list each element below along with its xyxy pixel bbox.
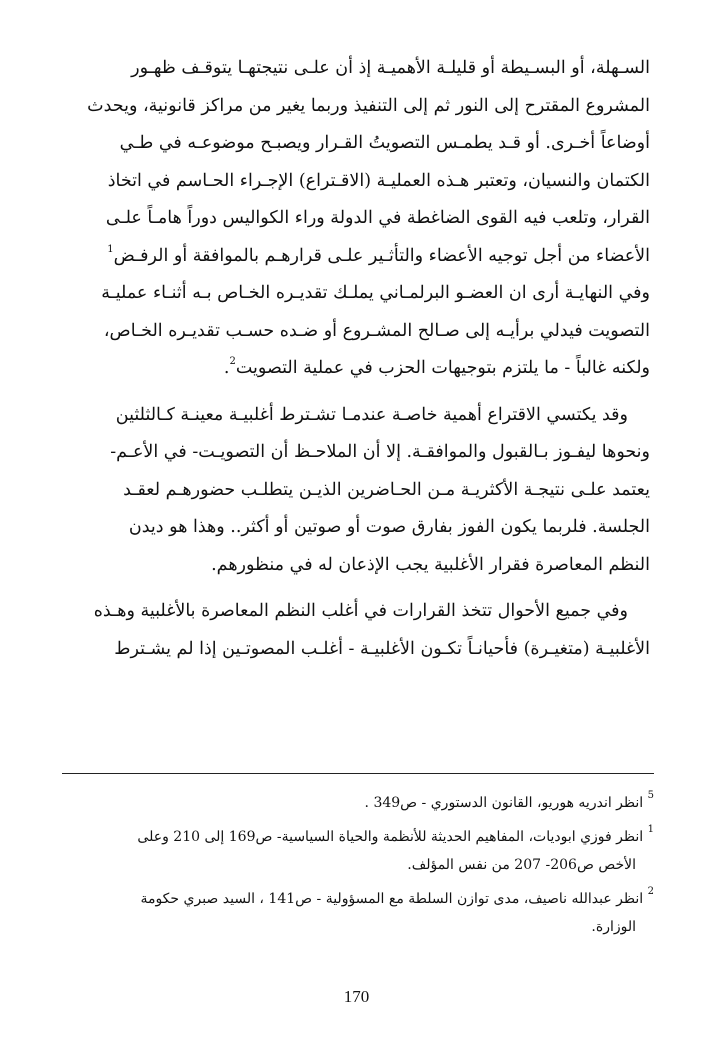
footnote-ref: 2 (229, 356, 236, 367)
footnotes (62, 789, 654, 941)
footnote-5 (62, 789, 654, 817)
paragraph-2 (58, 397, 650, 585)
text-line: أوضاعاً أخـرى. أو قـد يطمـس التصويتُ القـرار ويصبـح موضوعـه في طـي (119, 133, 650, 153)
line-text: ولكنه غالباً - ما يلتزم بتوجيهات الحزب في عملية التصويت (235, 358, 650, 378)
footnote-line: الوزارة. (591, 919, 636, 935)
text-line (58, 350, 650, 388)
main-text (58, 50, 650, 668)
text-line: ونحوها ليفـوز بـالقبول والموافقـة. إلا أن الملاحـظ أن التصويـت- في الأعـم- (110, 442, 650, 462)
footnote-2 (62, 885, 654, 941)
footnote-divider (62, 773, 654, 774)
text-line: الأغلبيـة (متغيـرة) فأحيانـاً تكـون الأغلبيـة - أغلـب المصوتـين إذا لم يشـترط (114, 638, 650, 659)
text-line: الكتمان والنسيان، وتعتبر هـذه العمليـة (الاقـتراع) الإجـراء الحـاسم في اتخاذ (107, 170, 650, 191)
text-line: وقد يكتسي الاقتراع أهمية خاصـة عندمـا تشـترط أغلبيـة معينـة كـالثلثين (115, 404, 628, 425)
text-line: وفي النهايـة أرى ان العضـو البرلمـاني يملـك تقديـره الخـاص بـه أثنـاء عمليـة (101, 283, 650, 303)
text-line: المشروع المقترح إلى النور ثم إلى التنفيذ وربما يغير من مراكز قانونية، ويحدث (87, 95, 650, 116)
paragraph-1 (58, 50, 650, 388)
footnote-marker: 2 (647, 886, 654, 897)
footnote-1 (62, 823, 654, 879)
footnote-text: انظر عبدالله ناصيف، مدى توازن السلطة مع المسؤولية - ص141 ، السيد صبري حكومة (140, 891, 644, 907)
text-line: يعتمد علـى نتيجـة الأكثريـة مـن الحـاضرين الذيـن يتطلـب حضورهـم لعقـد (123, 479, 650, 500)
footnote-text: انظر اندريه هوريو، القانون الدستوري - ص349 . (364, 795, 644, 811)
text-line: الجلسة. فلربما يكون الفوز بفارق صوت أو صوتين أو أكثر.. وهذا هو ديدن (128, 517, 650, 537)
footnote-line (62, 823, 654, 851)
line-tail: . (223, 358, 230, 378)
footnote-line (62, 789, 654, 817)
text-line (58, 238, 650, 276)
text-line: التصويت فيدلي برأيـه إلى صـالح المشـروع أو ضـده حسـب تقديـره الخـاص، (103, 320, 650, 341)
paragraph-3 (58, 593, 650, 668)
footnote-marker: 1 (647, 824, 654, 835)
footnote-line (62, 885, 654, 913)
footnote-text: انظر فوزي ابوديات، المفاهيم الحديثة للأنظمة والحياة السياسية- ص169 إلى 210 وعلى (137, 829, 644, 845)
line-text: الأعضاء من أجل توجيه الأعضاء والتأثـير علـى قرارهـم بالموافقة أو الرفـض (113, 245, 650, 266)
footnote-marker: 5 (647, 790, 654, 801)
text-line: النظم المعاصرة فقرار الأغلبية يجب الإذعان له في منظورهم. (211, 554, 650, 575)
page-number: 170 (343, 987, 370, 1006)
text-line: القرار، وتلعب فيه القوى الضاغطة في الدولة وراء الكواليس دوراً هامـاً علـى (105, 208, 650, 228)
text-line: وفي جميع الأحوال تتخذ القرارات في أغلب النظم المعاصرة بالأغلبية وهـذه (93, 601, 628, 621)
text-line: السـهلة، أو البسـيطة أو قليلـة الأهميـة إذ أن علـى نتيجتهـا يتوقـف ظهـور (131, 58, 650, 78)
footnote-line: الأخص ص206- 207 من نفس المؤلف. (407, 857, 636, 873)
footnote-ref: 1 (107, 243, 114, 255)
